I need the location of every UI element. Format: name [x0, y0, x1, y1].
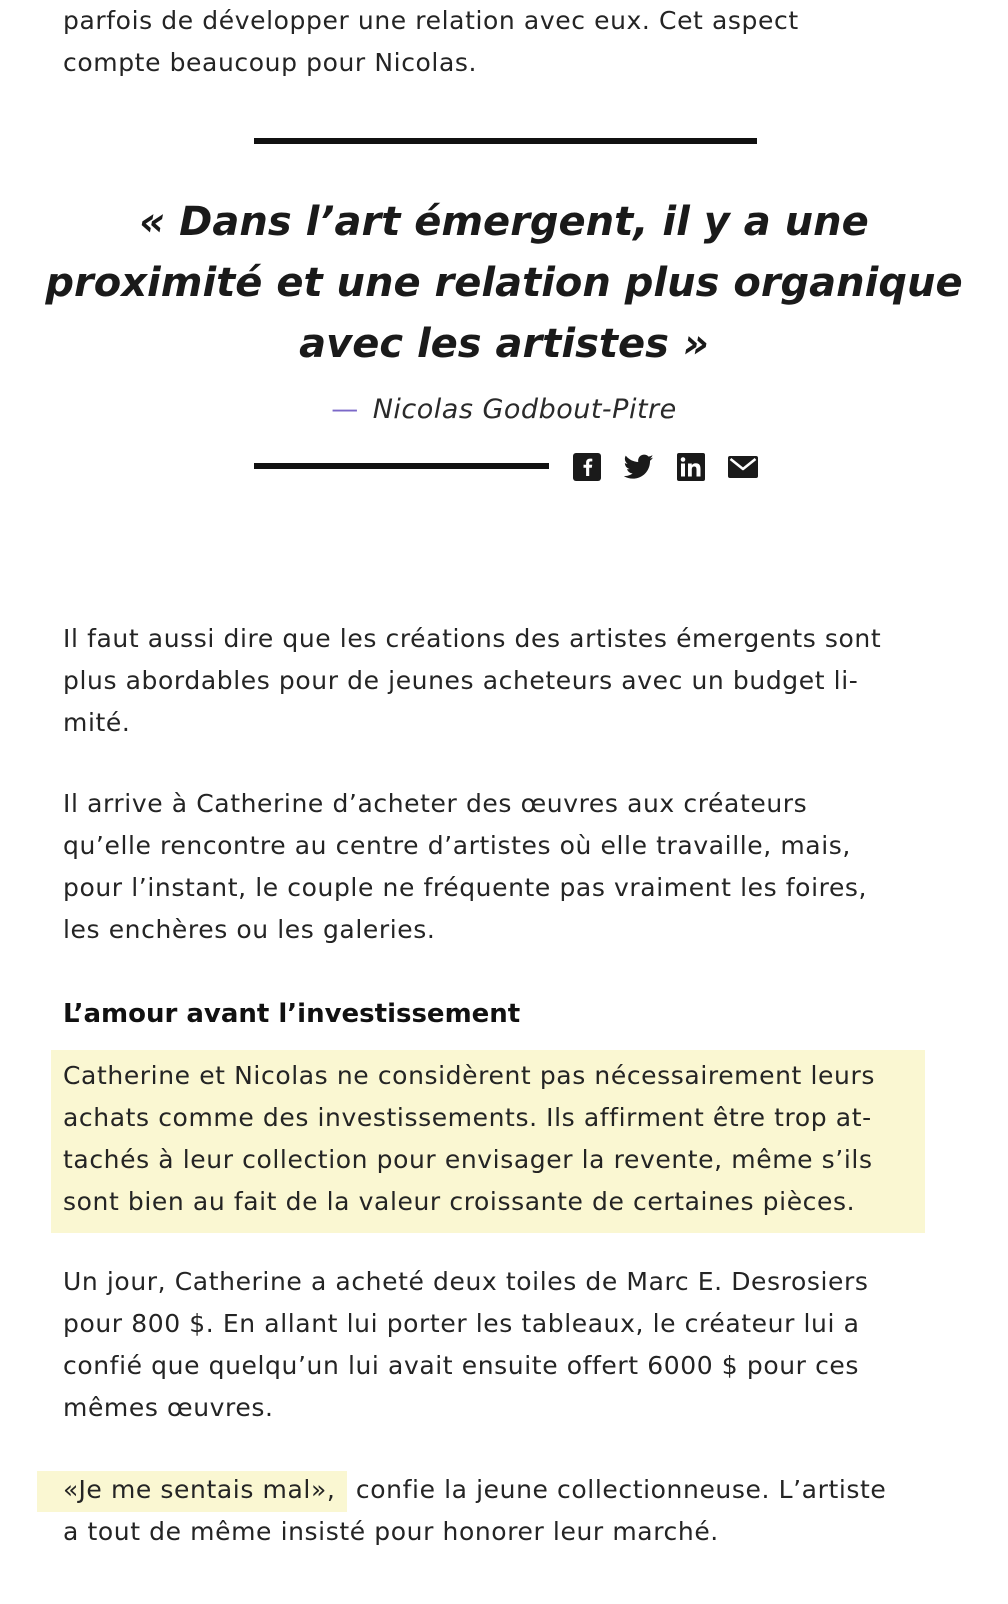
highlighted-quote: «Je me sentais mal», — [37, 1471, 347, 1512]
pullquote-bottom-rule — [254, 463, 549, 469]
linkedin-icon[interactable] — [676, 452, 706, 482]
paragraph — [63, 1469, 943, 1553]
pullquote-text — [40, 192, 968, 375]
paragraph-line: a tout de même insisté pour honorer leur marché. — [63, 1517, 719, 1546]
attribution-dash: — — [331, 394, 359, 425]
intro-paragraph — [63, 0, 943, 84]
paragraph-line: sont bien au fait de la valeur croissante de certaines pièces. — [63, 1187, 856, 1216]
share-bar — [572, 451, 758, 483]
paragraph-line: qu’elle rencontre au centre d’artistes où elle travaille, mais, — [63, 831, 851, 860]
paragraph-line: les enchères ou les galeries. — [63, 915, 436, 944]
twitter-icon[interactable] — [624, 452, 654, 482]
pullquote-top-rule — [254, 138, 757, 144]
paragraph-line: confié que quelqu’un lui avait ensuite offert 6000 $ pour ces — [63, 1351, 860, 1380]
paragraph — [63, 1261, 943, 1429]
attribution-author: Nicolas Godbout-Pitre — [372, 394, 677, 425]
paragraph-line — [63, 1469, 943, 1511]
section-heading: L’amour avant l’investissement — [63, 999, 521, 1029]
pullquote-line: « Dans l’art émergent, il y a une — [139, 199, 869, 245]
paragraph-line: mêmes œuvres. — [63, 1393, 274, 1422]
pullquote-attribution — [0, 390, 1008, 430]
email-icon[interactable] — [728, 452, 758, 482]
paragraph — [63, 783, 943, 951]
pullquote-line: avec les artistes » — [299, 321, 709, 367]
paragraph-line: pour 800 $. En allant lui porter les tableaux, le créateur lui a — [63, 1309, 860, 1338]
paragraph-line: plus abordables pour de jeunes acheteurs avec un budget li- — [63, 666, 859, 695]
paragraph — [63, 618, 943, 744]
facebook-icon[interactable] — [572, 452, 602, 482]
paragraph-line: Il faut aussi dire que les créations des artistes émergents sont — [63, 624, 882, 653]
paragraph-line: mité. — [63, 708, 131, 737]
paragraph-line: Catherine et Nicolas ne considèrent pas nécessairement leurs — [63, 1061, 875, 1090]
paragraph-line: Il arrive à Catherine d’acheter des œuvres aux créateurs — [63, 789, 808, 818]
paragraph-line: compte beaucoup pour Nicolas. — [63, 48, 478, 77]
highlighted-paragraph — [63, 1055, 923, 1223]
paragraph-line: pour l’instant, le couple ne fréquente pas vraiment les foires, — [63, 873, 868, 902]
paragraph-line: tachés à leur collection pour envisager la revente, même s’ils — [63, 1145, 873, 1174]
paragraph-line: achats comme des investissements. Ils affirment être trop at- — [63, 1103, 872, 1132]
pullquote-line: proximité et une relation plus organique — [45, 260, 963, 306]
paragraph-line: parfois de développer une relation avec eux. Cet aspect — [63, 6, 799, 35]
paragraph-text: confie la jeune collectionneuse. L’artiste — [347, 1475, 887, 1504]
paragraph-line: Un jour, Catherine a acheté deux toiles de Marc E. Desrosiers — [63, 1267, 869, 1296]
